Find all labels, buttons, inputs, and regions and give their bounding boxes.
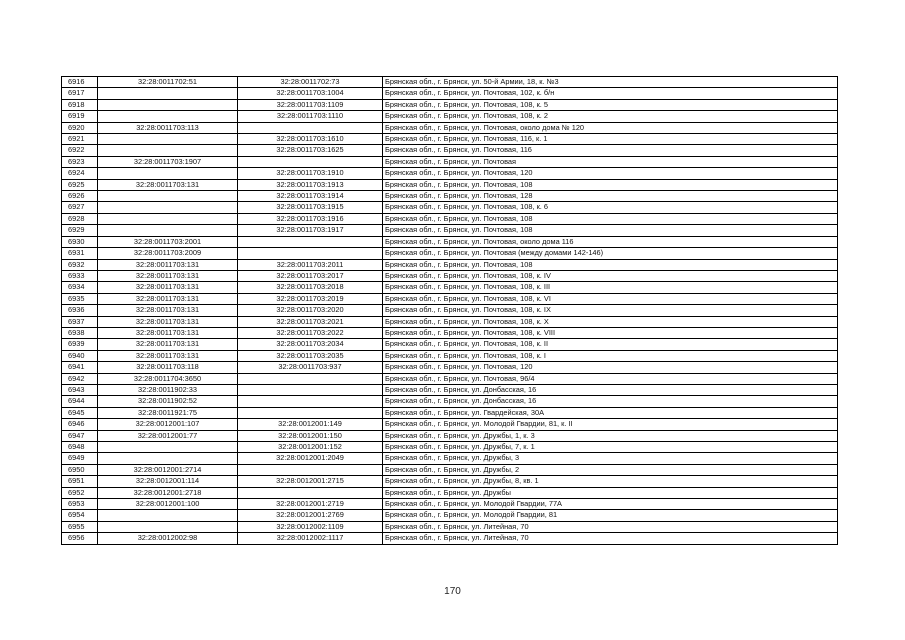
table-row bbox=[62, 533, 838, 544]
row-number-cell: 6923 bbox=[62, 156, 98, 167]
table-row bbox=[62, 145, 838, 156]
table-row bbox=[62, 350, 838, 361]
table-row bbox=[62, 442, 838, 453]
address-cell: Брянская обл., г. Брянск, ул. Почтовая, около дома № 120 bbox=[383, 122, 838, 133]
address-cell: Брянская обл., г. Брянск, ул. Молодой Гвардии, 77А bbox=[383, 499, 838, 510]
row-number-cell: 6918 bbox=[62, 99, 98, 110]
cadastral-number-cell: 32:28:0011703:113 bbox=[98, 122, 238, 133]
object-cadastral-number-cell bbox=[238, 236, 383, 247]
object-cadastral-number-cell: 32:28:0011703:1910 bbox=[238, 168, 383, 179]
object-cadastral-number-cell bbox=[238, 156, 383, 167]
cadastral-number-cell: 32:28:0011703:2001 bbox=[98, 236, 238, 247]
table-row bbox=[62, 373, 838, 384]
cadastral-number-cell bbox=[98, 442, 238, 453]
address-cell: Брянская обл., г. Брянск, ул. Почтовая, 108 bbox=[383, 179, 838, 190]
address-cell: Брянская обл., г. Брянск, ул. Почтовая, 108, к. IV bbox=[383, 270, 838, 281]
table-row bbox=[62, 122, 838, 133]
cadastral-number-cell: 32:28:0011703:131 bbox=[98, 270, 238, 281]
table-row bbox=[62, 111, 838, 122]
row-number-cell: 6944 bbox=[62, 396, 98, 407]
row-number-cell: 6935 bbox=[62, 293, 98, 304]
row-number-cell: 6928 bbox=[62, 213, 98, 224]
row-number-cell: 6941 bbox=[62, 362, 98, 373]
address-cell: Брянская обл., г. Брянск, ул. Дружбы, 8, кв. 1 bbox=[383, 476, 838, 487]
address-cell: Брянская обл., г. Брянск, ул. Почтовая, 102, к. б/н bbox=[383, 88, 838, 99]
cadastral-number-cell: 32:28:0011902:52 bbox=[98, 396, 238, 407]
cadastral-number-cell bbox=[98, 99, 238, 110]
cadastral-number-cell: 32:28:0011703:1907 bbox=[98, 156, 238, 167]
object-cadastral-number-cell: 32:28:0011703:2011 bbox=[238, 259, 383, 270]
object-cadastral-number-cell: 32:28:0011703:2034 bbox=[238, 339, 383, 350]
row-number-cell: 6945 bbox=[62, 407, 98, 418]
address-cell: Брянская обл., г. Брянск, ул. Гвардейская, 30А bbox=[383, 407, 838, 418]
address-cell: Брянская обл., г. Брянск, ул. Почтовая, 108, к. III bbox=[383, 282, 838, 293]
cadastral-number-cell: 32:28:0011703:131 bbox=[98, 305, 238, 316]
object-cadastral-number-cell: 32:28:0011703:2019 bbox=[238, 293, 383, 304]
cadastral-number-cell: 32:28:0011703:131 bbox=[98, 293, 238, 304]
cadastral-number-cell: 32:28:0011703:131 bbox=[98, 316, 238, 327]
cadastral-number-cell: 32:28:0011902:33 bbox=[98, 384, 238, 395]
object-cadastral-number-cell: 32:28:0011703:1914 bbox=[238, 191, 383, 202]
table-row bbox=[62, 362, 838, 373]
address-cell: Брянская обл., г. Брянск, ул. Литейная, 70 bbox=[383, 521, 838, 532]
cadastral-number-cell: 32:28:0011703:131 bbox=[98, 259, 238, 270]
address-cell: Брянская обл., г. Брянск, ул. Почтовая, около дома 116 bbox=[383, 236, 838, 247]
cadastral-number-cell: 32:28:0012001:2718 bbox=[98, 487, 238, 498]
object-cadastral-number-cell: 32:28:0011703:1004 bbox=[238, 88, 383, 99]
table-row bbox=[62, 236, 838, 247]
address-cell: Брянская обл., г. Брянск, ул. Дружбы, 1, к. 3 bbox=[383, 430, 838, 441]
cadastral-number-cell bbox=[98, 510, 238, 521]
row-number-cell: 6927 bbox=[62, 202, 98, 213]
address-cell: Брянская обл., г. Брянск, ул. Дружбы, 7, к. 1 bbox=[383, 442, 838, 453]
table-row bbox=[62, 248, 838, 259]
cadastral-number-cell bbox=[98, 453, 238, 464]
cadastral-number-cell bbox=[98, 111, 238, 122]
registry-table bbox=[61, 76, 838, 545]
table-row bbox=[62, 510, 838, 521]
row-number-cell: 6925 bbox=[62, 179, 98, 190]
row-number-cell: 6917 bbox=[62, 88, 98, 99]
address-cell: Брянская обл., г. Брянск, ул. Почтовая, 108 bbox=[383, 259, 838, 270]
address-cell: Брянская обл., г. Брянск, ул. Почтовая, 108, к. 5 bbox=[383, 99, 838, 110]
object-cadastral-number-cell: 32:28:0012002:1109 bbox=[238, 521, 383, 532]
object-cadastral-number-cell: 32:28:0011703:1915 bbox=[238, 202, 383, 213]
table-row bbox=[62, 202, 838, 213]
object-cadastral-number-cell bbox=[238, 373, 383, 384]
table-row bbox=[62, 168, 838, 179]
row-number-cell: 6952 bbox=[62, 487, 98, 498]
object-cadastral-number-cell: 32:28:0012001:2715 bbox=[238, 476, 383, 487]
address-cell: Брянская обл., г. Брянск, ул. Почтовая, 120 bbox=[383, 362, 838, 373]
cadastral-number-cell: 32:28:0011703:131 bbox=[98, 282, 238, 293]
object-cadastral-number-cell bbox=[238, 487, 383, 498]
object-cadastral-number-cell bbox=[238, 396, 383, 407]
cadastral-number-cell bbox=[98, 145, 238, 156]
row-number-cell: 6943 bbox=[62, 384, 98, 395]
cadastral-number-cell: 32:28:0011703:131 bbox=[98, 339, 238, 350]
object-cadastral-number-cell: 32:28:0011703:2022 bbox=[238, 327, 383, 338]
row-number-cell: 6946 bbox=[62, 419, 98, 430]
row-number-cell: 6916 bbox=[62, 77, 98, 88]
cadastral-number-cell: 32:28:0011703:131 bbox=[98, 327, 238, 338]
address-cell: Брянская обл., г. Брянск, ул. Почтовая, 108 bbox=[383, 225, 838, 236]
address-cell: Брянская обл., г. Брянск, ул. Молодой Гвардии, 81 bbox=[383, 510, 838, 521]
cadastral-number-cell: 32:28:0012001:2714 bbox=[98, 464, 238, 475]
object-cadastral-number-cell: 32:28:0012001:2769 bbox=[238, 510, 383, 521]
row-number-cell: 6931 bbox=[62, 248, 98, 259]
table-row bbox=[62, 191, 838, 202]
table-row bbox=[62, 521, 838, 532]
object-cadastral-number-cell: 32:28:0011703:1110 bbox=[238, 111, 383, 122]
object-cadastral-number-cell bbox=[238, 384, 383, 395]
row-number-cell: 6936 bbox=[62, 305, 98, 316]
cadastral-number-cell: 32:28:0012001:114 bbox=[98, 476, 238, 487]
address-cell: Брянская обл., г. Брянск, ул. Литейная, 70 bbox=[383, 533, 838, 544]
row-number-cell: 6924 bbox=[62, 168, 98, 179]
address-cell: Брянская обл., г. Брянск, ул. Почтовая, 96/4 bbox=[383, 373, 838, 384]
object-cadastral-number-cell: 32:28:0012002:1117 bbox=[238, 533, 383, 544]
row-number-cell: 6939 bbox=[62, 339, 98, 350]
cadastral-number-cell: 32:28:0011703:2009 bbox=[98, 248, 238, 259]
address-cell: Брянская обл., г. Брянск, ул. Донбасская, 16 bbox=[383, 384, 838, 395]
table-row bbox=[62, 476, 838, 487]
object-cadastral-number-cell: 32:28:0012001:149 bbox=[238, 419, 383, 430]
row-number-cell: 6921 bbox=[62, 134, 98, 145]
table-row bbox=[62, 464, 838, 475]
table-row bbox=[62, 305, 838, 316]
table-row bbox=[62, 327, 838, 338]
object-cadastral-number-cell: 32:28:0011703:1109 bbox=[238, 99, 383, 110]
table-row bbox=[62, 225, 838, 236]
address-cell: Брянская обл., г. Брянск, ул. Почтовая bbox=[383, 156, 838, 167]
object-cadastral-number-cell: 32:28:0012001:2049 bbox=[238, 453, 383, 464]
row-number-cell: 6934 bbox=[62, 282, 98, 293]
page-number: 170 bbox=[444, 586, 461, 597]
row-number-cell: 6940 bbox=[62, 350, 98, 361]
address-cell: Брянская обл., г. Брянск, ул. Молодой Гвардии, 81, к. II bbox=[383, 419, 838, 430]
address-cell: Брянская обл., г. Брянск, ул. Почтовая, 108, к. 2 bbox=[383, 111, 838, 122]
cadastral-number-cell: 32:28:0011703:131 bbox=[98, 179, 238, 190]
row-number-cell: 6919 bbox=[62, 111, 98, 122]
row-number-cell: 6953 bbox=[62, 499, 98, 510]
object-cadastral-number-cell: 32:28:0012001:2719 bbox=[238, 499, 383, 510]
address-cell: Брянская обл., г. Брянск, ул. Почтовая, 120 bbox=[383, 168, 838, 179]
object-cadastral-number-cell: 32:28:0011702:73 bbox=[238, 77, 383, 88]
address-cell: Брянская обл., г. Брянск, ул. Почтовая, 108, к. VI bbox=[383, 293, 838, 304]
object-cadastral-number-cell: 32:28:0011703:1625 bbox=[238, 145, 383, 156]
object-cadastral-number-cell bbox=[238, 122, 383, 133]
cadastral-number-cell: 32:28:0012002:98 bbox=[98, 533, 238, 544]
table-row bbox=[62, 293, 838, 304]
cadastral-number-cell bbox=[98, 168, 238, 179]
row-number-cell: 6932 bbox=[62, 259, 98, 270]
table-row bbox=[62, 384, 838, 395]
cadastral-number-cell: 32:28:0011703:131 bbox=[98, 350, 238, 361]
row-number-cell: 6929 bbox=[62, 225, 98, 236]
table-row bbox=[62, 179, 838, 190]
table-row bbox=[62, 453, 838, 464]
object-cadastral-number-cell: 32:28:0011703:1916 bbox=[238, 213, 383, 224]
table-row bbox=[62, 316, 838, 327]
table-row bbox=[62, 487, 838, 498]
cadastral-number-cell: 32:28:0011704:3650 bbox=[98, 373, 238, 384]
address-cell: Брянская обл., г. Брянск, ул. Почтовая, 108, к. I bbox=[383, 350, 838, 361]
address-cell: Брянская обл., г. Брянск, ул. Почтовая, 108 bbox=[383, 213, 838, 224]
object-cadastral-number-cell bbox=[238, 248, 383, 259]
object-cadastral-number-cell: 32:28:0011703:1917 bbox=[238, 225, 383, 236]
row-number-cell: 6926 bbox=[62, 191, 98, 202]
address-cell: Брянская обл., г. Брянск, ул. Почтовая, 108, к. IX bbox=[383, 305, 838, 316]
row-number-cell: 6948 bbox=[62, 442, 98, 453]
row-number-cell: 6920 bbox=[62, 122, 98, 133]
row-number-cell: 6922 bbox=[62, 145, 98, 156]
address-cell: Брянская обл., г. Брянск, ул. 50-й Армии, 18, к. №3 bbox=[383, 77, 838, 88]
row-number-cell: 6937 bbox=[62, 316, 98, 327]
object-cadastral-number-cell: 32:28:0011703:2020 bbox=[238, 305, 383, 316]
row-number-cell: 6954 bbox=[62, 510, 98, 521]
address-cell: Брянская обл., г. Брянск, ул. Почтовая, 108, к. VIII bbox=[383, 327, 838, 338]
cadastral-number-cell bbox=[98, 88, 238, 99]
row-number-cell: 6949 bbox=[62, 453, 98, 464]
table-row bbox=[62, 419, 838, 430]
object-cadastral-number-cell: 32:28:0011703:1913 bbox=[238, 179, 383, 190]
address-cell: Брянская обл., г. Брянск, ул. Дружбы bbox=[383, 487, 838, 498]
cadastral-number-cell: 32:28:0012001:100 bbox=[98, 499, 238, 510]
table-row bbox=[62, 99, 838, 110]
address-cell: Брянская обл., г. Брянск, ул. Почтовая, 116, к. 1 bbox=[383, 134, 838, 145]
cadastral-number-cell bbox=[98, 134, 238, 145]
address-cell: Брянская обл., г. Брянск, ул. Дружбы, 2 bbox=[383, 464, 838, 475]
address-cell: Брянская обл., г. Брянск, ул. Почтовая, 128 bbox=[383, 191, 838, 202]
table-row bbox=[62, 259, 838, 270]
object-cadastral-number-cell: 32:28:0011703:937 bbox=[238, 362, 383, 373]
address-cell: Брянская обл., г. Брянск, ул. Дружбы, 3 bbox=[383, 453, 838, 464]
table-row bbox=[62, 77, 838, 88]
address-cell: Брянская обл., г. Брянск, ул. Почтовая, 108, к. 6 bbox=[383, 202, 838, 213]
table-row bbox=[62, 270, 838, 281]
table-row bbox=[62, 396, 838, 407]
object-cadastral-number-cell: 32:28:0012001:152 bbox=[238, 442, 383, 453]
cadastral-number-cell bbox=[98, 191, 238, 202]
cadastral-number-cell bbox=[98, 202, 238, 213]
address-cell: Брянская обл., г. Брянск, ул. Почтовая, 116 bbox=[383, 145, 838, 156]
object-cadastral-number-cell: 32:28:0011703:2021 bbox=[238, 316, 383, 327]
address-cell: Брянская обл., г. Брянск, ул. Почтовая, 108, к. II bbox=[383, 339, 838, 350]
cadastral-number-cell bbox=[98, 225, 238, 236]
address-cell: Брянская обл., г. Брянск, ул. Почтовая, 108, к. X bbox=[383, 316, 838, 327]
table-row bbox=[62, 134, 838, 145]
registry-table-body bbox=[62, 77, 838, 545]
address-cell: Брянская обл., г. Брянск, ул. Донбасская, 16 bbox=[383, 396, 838, 407]
object-cadastral-number-cell bbox=[238, 464, 383, 475]
object-cadastral-number-cell: 32:28:0011703:2017 bbox=[238, 270, 383, 281]
cadastral-number-cell: 32:28:0012001:77 bbox=[98, 430, 238, 441]
cadastral-number-cell bbox=[98, 213, 238, 224]
table-row bbox=[62, 407, 838, 418]
row-number-cell: 6933 bbox=[62, 270, 98, 281]
table-row bbox=[62, 430, 838, 441]
cadastral-number-cell: 32:28:0012001:107 bbox=[98, 419, 238, 430]
object-cadastral-number-cell bbox=[238, 407, 383, 418]
table-row bbox=[62, 88, 838, 99]
address-cell: Брянская обл., г. Брянск, ул. Почтовая (между домами 142-146) bbox=[383, 248, 838, 259]
cadastral-number-cell: 32:28:0011921:75 bbox=[98, 407, 238, 418]
cadastral-number-cell: 32:28:0011702:51 bbox=[98, 77, 238, 88]
table-row bbox=[62, 213, 838, 224]
row-number-cell: 6951 bbox=[62, 476, 98, 487]
cadastral-number-cell: 32:28:0011703:118 bbox=[98, 362, 238, 373]
row-number-cell: 6955 bbox=[62, 521, 98, 532]
table-row bbox=[62, 339, 838, 350]
object-cadastral-number-cell: 32:28:0011703:1610 bbox=[238, 134, 383, 145]
table-row bbox=[62, 156, 838, 167]
row-number-cell: 6956 bbox=[62, 533, 98, 544]
row-number-cell: 6942 bbox=[62, 373, 98, 384]
row-number-cell: 6950 bbox=[62, 464, 98, 475]
object-cadastral-number-cell: 32:28:0012001:150 bbox=[238, 430, 383, 441]
row-number-cell: 6938 bbox=[62, 327, 98, 338]
object-cadastral-number-cell: 32:28:0011703:2035 bbox=[238, 350, 383, 361]
object-cadastral-number-cell: 32:28:0011703:2018 bbox=[238, 282, 383, 293]
table-row bbox=[62, 282, 838, 293]
row-number-cell: 6930 bbox=[62, 236, 98, 247]
row-number-cell: 6947 bbox=[62, 430, 98, 441]
cadastral-number-cell bbox=[98, 521, 238, 532]
table-row bbox=[62, 499, 838, 510]
